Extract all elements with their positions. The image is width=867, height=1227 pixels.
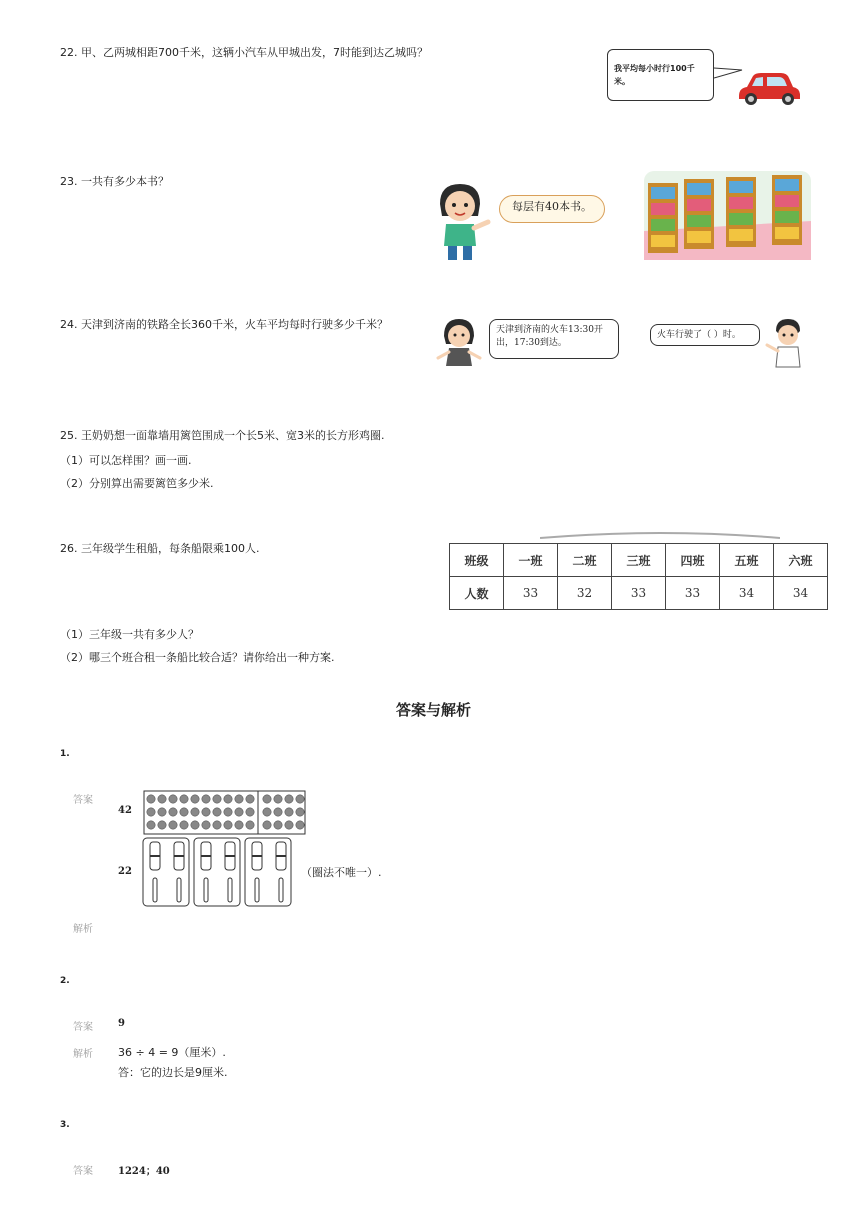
question-number: 25.: [60, 429, 78, 442]
dot: [235, 808, 243, 816]
table-header-row: [450, 544, 828, 577]
dot: [246, 795, 254, 803]
dot: [285, 808, 293, 816]
dot: [263, 808, 271, 816]
boy-illustration: [764, 315, 810, 371]
question-26: [60, 542, 260, 556]
table-cell: 三班: [612, 544, 666, 577]
speech-bubble: 火车行驶了（ ）时。: [650, 324, 760, 346]
sub-question: （1）三年级一共有多少人？: [60, 628, 199, 641]
analysis-label: 解析: [73, 924, 93, 935]
answer-value: 22: [118, 866, 132, 877]
stick-single: [204, 878, 208, 902]
girl-illustration: [434, 316, 484, 368]
dot: [202, 795, 210, 803]
question-number: 22.: [60, 46, 78, 59]
girl-illustration: [432, 180, 492, 262]
dot: [191, 821, 199, 829]
dot: [296, 821, 304, 829]
answer-value: 1224；40: [118, 1166, 170, 1177]
analysis-line: 36 ÷ 4 = 9（厘米）.: [118, 1046, 226, 1059]
stick-single: [177, 878, 181, 902]
dot: [296, 808, 304, 816]
dot: [147, 821, 155, 829]
table-row: [450, 577, 828, 610]
analysis-label: 解析: [73, 1049, 93, 1060]
sticks-grouping-figure: [140, 836, 296, 908]
analysis-line: 答：它的边长是9厘米.: [118, 1066, 228, 1079]
dot: [180, 795, 188, 803]
dot: [274, 808, 282, 816]
dot: [224, 795, 232, 803]
speech-bubble: 每层有40本书。: [499, 195, 605, 223]
answer-note: （圈法不唯一）.: [301, 866, 382, 879]
question-number: 24.: [60, 318, 78, 331]
stick-single: [279, 878, 283, 902]
table-cell: 人数: [450, 577, 504, 610]
stick-single: [255, 878, 259, 902]
dot: [191, 808, 199, 816]
dot: [213, 808, 221, 816]
question-number: 26.: [60, 542, 78, 555]
question-text: 一共有多少本书？: [81, 175, 169, 188]
dot: [274, 795, 282, 803]
sub-question: （1）可以怎样围？画一画.: [60, 454, 192, 467]
question-text: 三年级学生租船，每条船限乘100人.: [81, 542, 260, 555]
dot: [296, 795, 304, 803]
car-icon: [735, 68, 803, 108]
decorative-line: [540, 530, 780, 542]
dot: [213, 821, 221, 829]
dot: [285, 821, 293, 829]
dot: [224, 821, 232, 829]
speech-bubble: 天津到济南的火车13:30开出，17:30到达。: [489, 319, 619, 359]
dot: [263, 821, 271, 829]
answer-label: 答案: [73, 795, 93, 806]
dot: [191, 795, 199, 803]
answer-number: 1.: [60, 749, 70, 759]
dot: [202, 808, 210, 816]
dot: [246, 808, 254, 816]
answer-value: 42: [118, 805, 132, 816]
table-cell: 33: [612, 577, 666, 610]
sub-question: （2）哪三个班合租一条船比较合适？请你给出一种方案.: [60, 651, 335, 664]
dot: [147, 795, 155, 803]
dot: [274, 821, 282, 829]
sub-question: （2）分别算出需要篱笆多少米.: [60, 477, 214, 490]
class-table: [449, 543, 828, 610]
question-text: 王奶奶想一面靠墙用篱笆围成一个长5米、宽3米的长方形鸡圈.: [81, 429, 385, 442]
dot: [285, 795, 293, 803]
dot: [202, 821, 210, 829]
dot: [224, 808, 232, 816]
table-cell: 五班: [720, 544, 774, 577]
speech-bubble: 我平均每小时行100千米。: [607, 49, 714, 101]
dot: [169, 808, 177, 816]
table-cell: 一班: [504, 544, 558, 577]
question-23: [60, 175, 169, 189]
dot: [235, 795, 243, 803]
answer-number: 2.: [60, 976, 70, 986]
dot: [158, 808, 166, 816]
table-cell: 班级: [450, 544, 504, 577]
section-title: 答案与解析: [395, 701, 471, 719]
answer-number: 3.: [60, 1120, 70, 1130]
table-cell: 二班: [558, 544, 612, 577]
dot: [158, 795, 166, 803]
question-text: 甲、乙两城相距700千米，这辆小汽车从甲城出发，7时能到达乙城吗？: [81, 46, 428, 59]
answer-value: 9: [118, 1018, 125, 1029]
table-cell: 34: [774, 577, 828, 610]
dot: [235, 821, 243, 829]
table-cell: 32: [558, 577, 612, 610]
dot: [180, 821, 188, 829]
dot: [246, 821, 254, 829]
answer-label: 答案: [73, 1022, 93, 1033]
dot: [169, 795, 177, 803]
stick-single: [228, 878, 232, 902]
dot: [213, 795, 221, 803]
dot: [263, 795, 271, 803]
table-cell: 33: [504, 577, 558, 610]
table-cell: 六班: [774, 544, 828, 577]
dot: [158, 821, 166, 829]
dot: [169, 821, 177, 829]
dot: [180, 808, 188, 816]
question-24: [60, 318, 388, 332]
question-22: [60, 46, 428, 60]
dot: [147, 808, 155, 816]
table-cell: 34: [720, 577, 774, 610]
table-cell: 33: [666, 577, 720, 610]
question-text: 天津到济南的铁路全长360千米，火车平均每时行驶多少千米？: [81, 318, 388, 331]
question-number: 23.: [60, 175, 78, 188]
table-cell: 四班: [666, 544, 720, 577]
stick-single: [153, 878, 157, 902]
dots-grouping-figure: [143, 790, 307, 836]
bookshelves-illustration: [644, 171, 811, 260]
question-25: [60, 429, 385, 443]
answer-label: 答案: [73, 1166, 93, 1177]
